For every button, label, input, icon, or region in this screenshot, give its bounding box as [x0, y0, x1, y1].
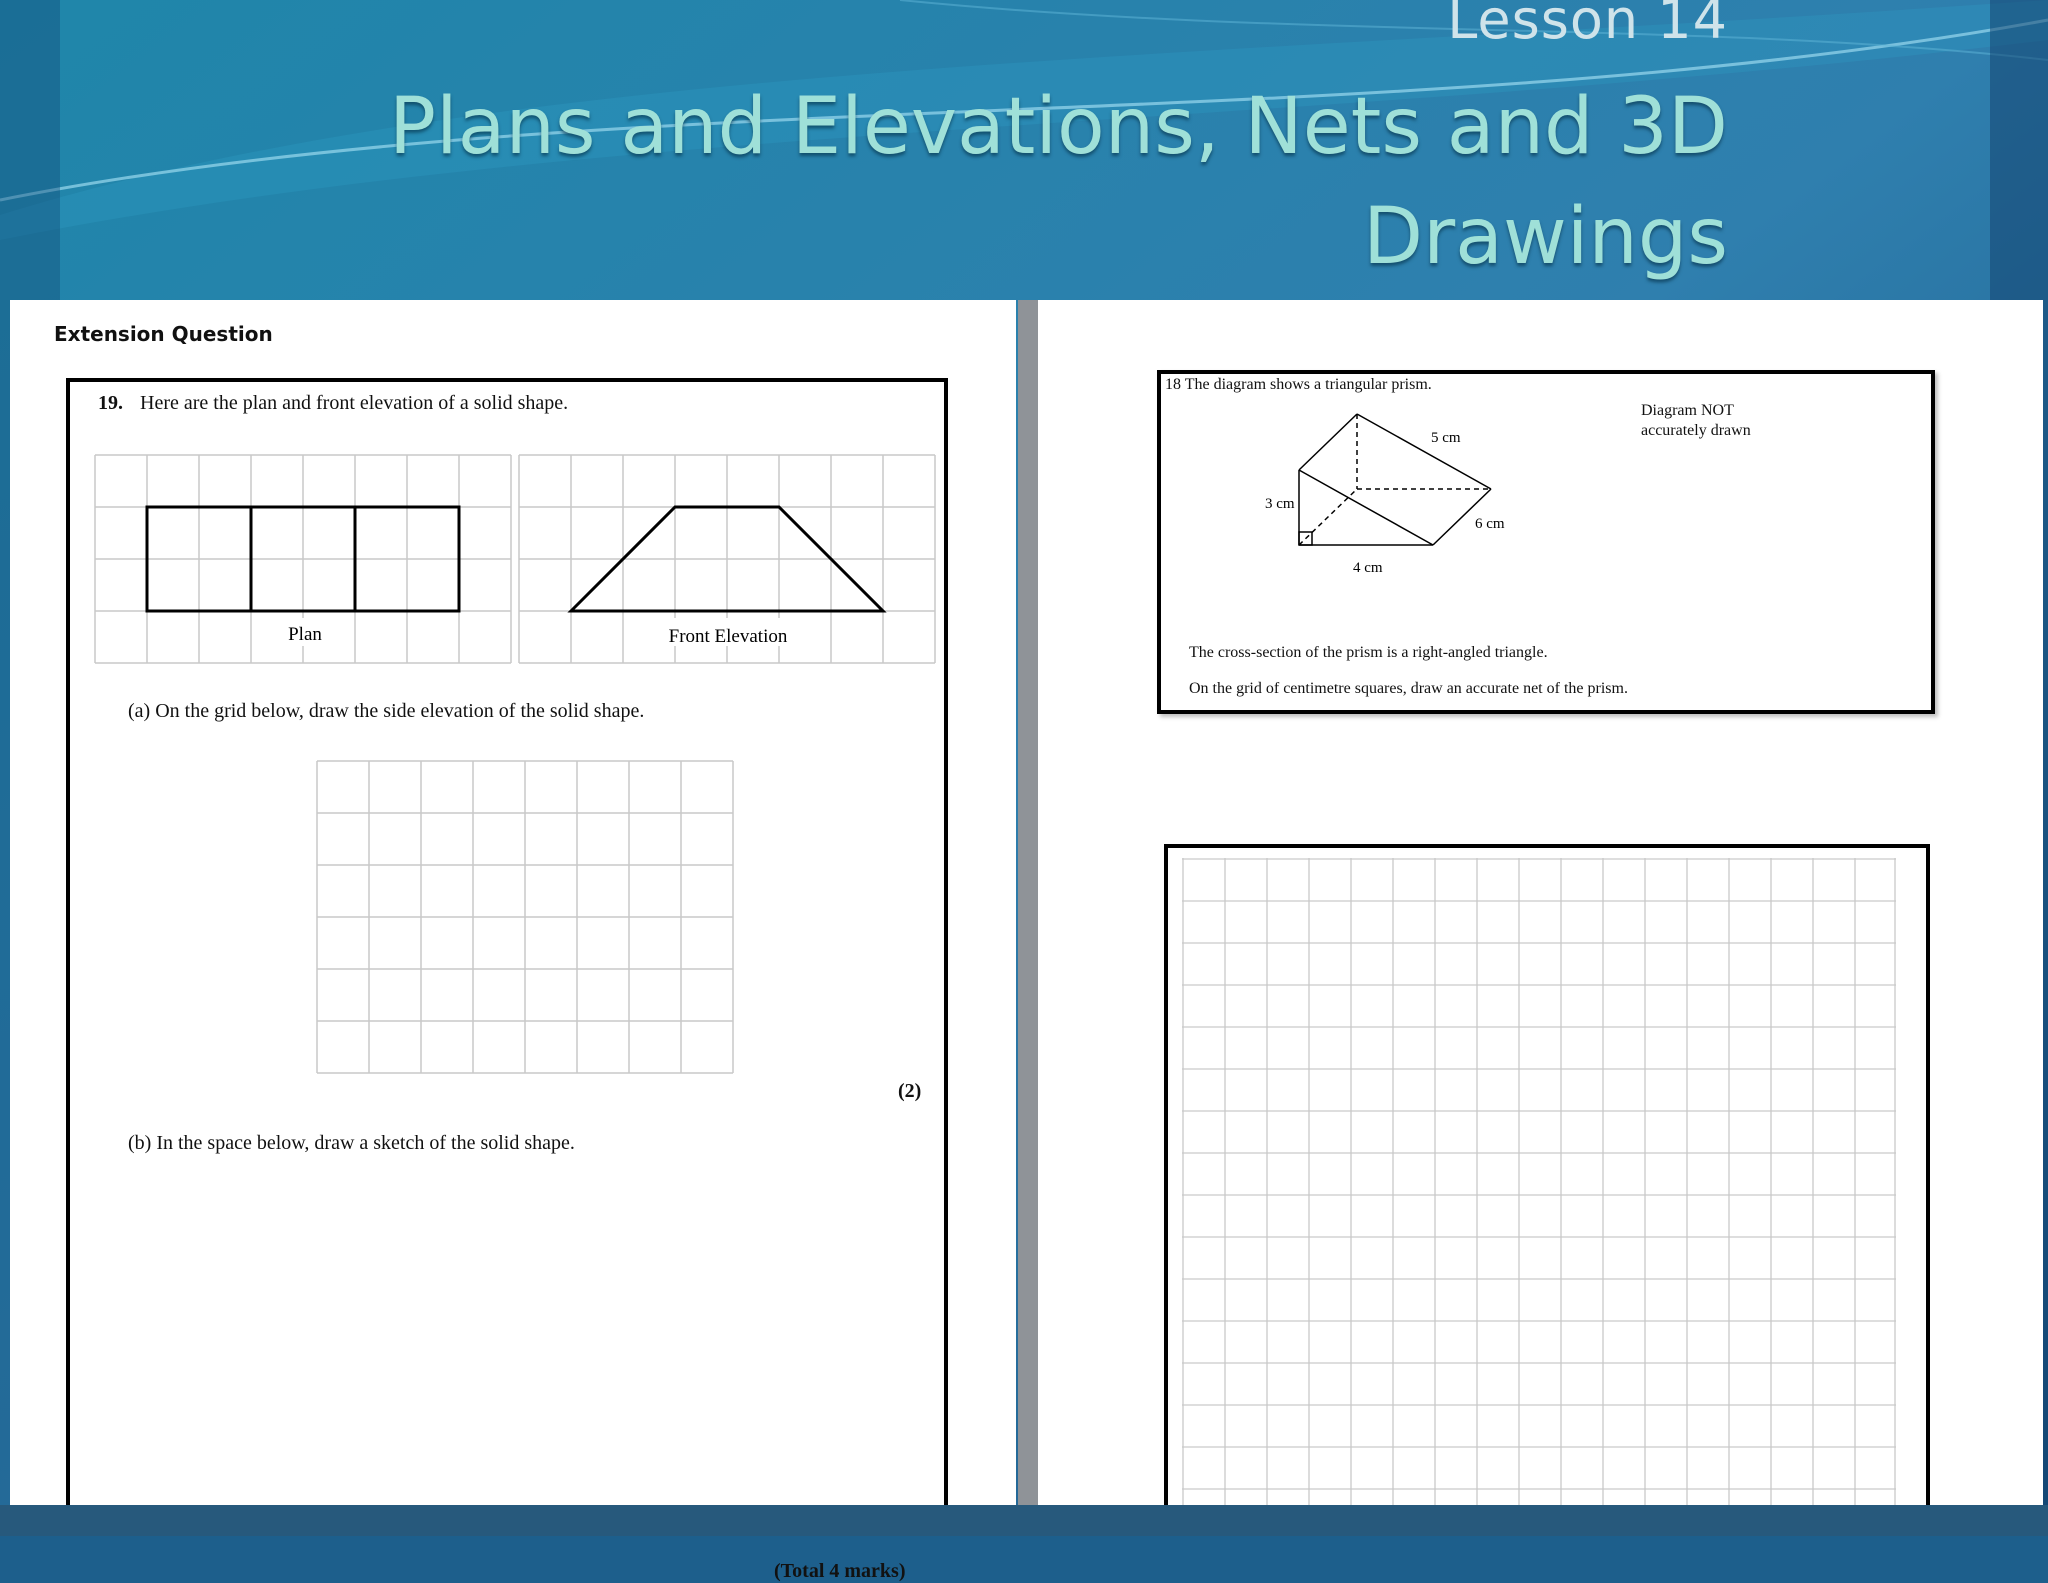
dim-6cm: 6 cm [1475, 516, 1505, 532]
q18-cross-section: The cross-section of the prism is a right-angled triangle. [1189, 644, 1548, 661]
question-19-box [66, 378, 948, 1582]
q18-intro: 18 The diagram shows a triangular prism. [1165, 376, 1432, 393]
front-elevation-label: Front Elevation [668, 626, 788, 647]
q19-part-b: (b) In the space below, draw a sketch of the solid shape. [128, 1132, 575, 1154]
side-elevation-answer-grid[interactable] [316, 760, 734, 1074]
q18-instruction: On the grid of centimetre squares, draw an accurate net of the prism. [1189, 680, 1628, 697]
lesson-number: Lesson 14 [1447, 0, 1728, 51]
slide-title: Plans and Elevations, Nets and 3D Drawings [388, 82, 1728, 282]
front-elevation-grid [518, 454, 936, 664]
q19-intro: Here are the plan and front elevation of a solid shape. [140, 392, 569, 414]
question-18-box [1157, 370, 1935, 714]
q19-sketch-space[interactable] [128, 1172, 888, 1472]
dim-4cm: 4 cm [1353, 560, 1383, 576]
centimetre-squares-grid[interactable] [1182, 858, 1896, 1518]
triangular-prism-diagram [1265, 404, 1621, 584]
bottom-strip [0, 1505, 2048, 1536]
q19-marks-a: (2) [898, 1080, 922, 1102]
q19-part-a: (a) On the grid below, draw the side elevation of the solid shape. [128, 700, 645, 722]
net-answer-box [1164, 844, 1930, 1514]
plan-label: Plan [288, 624, 322, 645]
diagram-note-line1: Diagram NOT [1641, 402, 1734, 419]
q19-total-marks: (Total 4 marks) [774, 1560, 906, 1582]
right-worksheet-page [1038, 300, 2043, 1505]
dim-5cm: 5 cm [1431, 430, 1461, 446]
extension-question-label: Extension Question [54, 322, 273, 346]
q19-number: 19. [98, 392, 123, 414]
plan-grid [94, 454, 512, 664]
diagram-note-line2: accurately drawn [1641, 422, 1751, 439]
left-worksheet-page [10, 300, 1016, 1582]
dim-3cm: 3 cm [1265, 496, 1295, 512]
page-divider [1018, 300, 1038, 1505]
